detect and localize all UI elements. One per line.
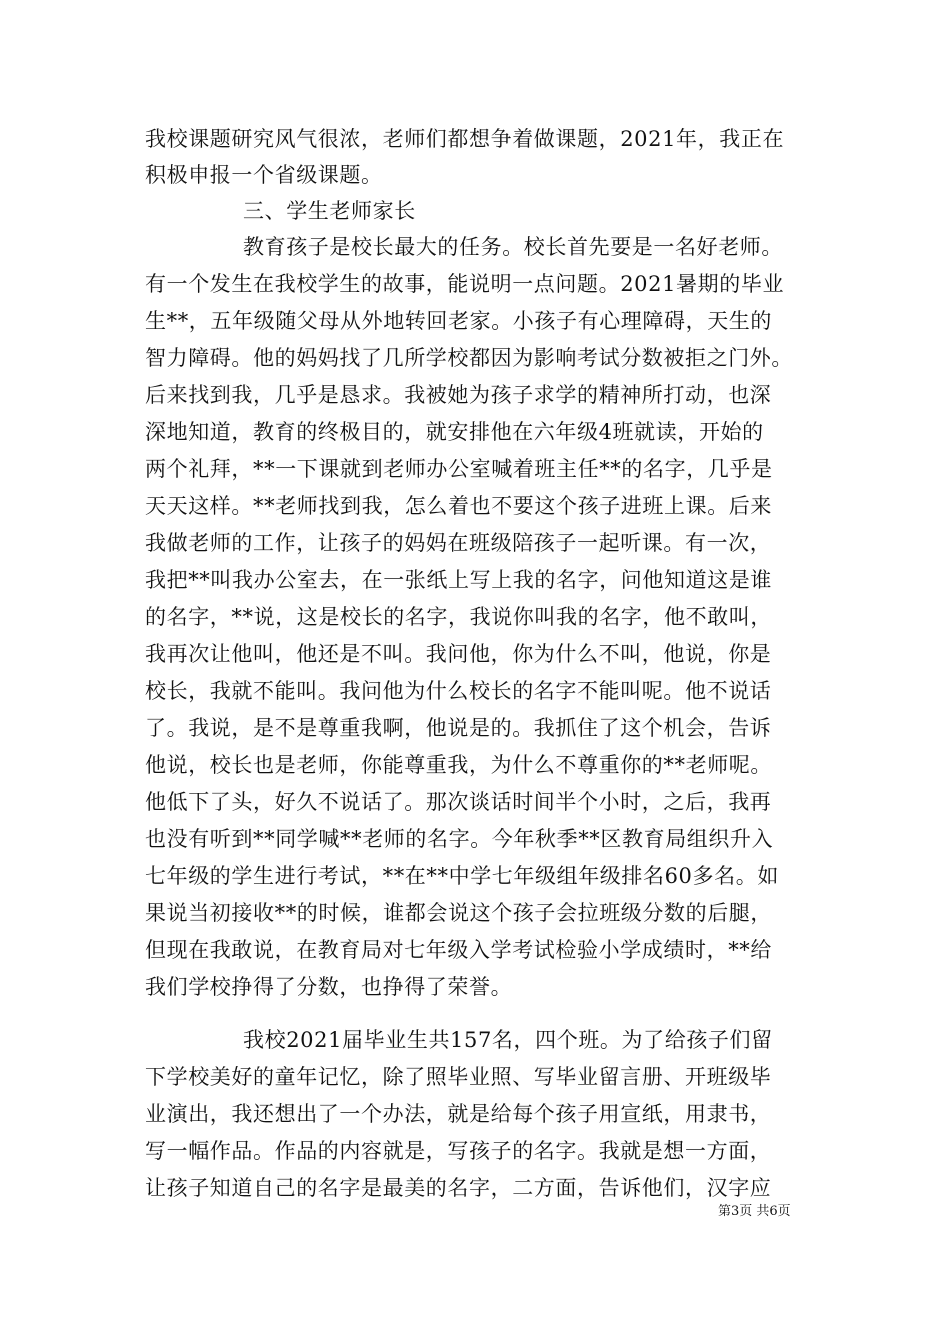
text-line: 我校课题研究风气很浓，老师们都想争着做课题，2021年，我正在 [145, 127, 785, 151]
text-line: 下学校美好的童年记忆，除了照毕业照、写毕业留言册、开班级毕 [145, 1065, 772, 1089]
text-line: 我们学校挣得了分数，也挣得了荣誉。 [145, 975, 513, 999]
text-line: 生**，五年级随父母从外地转回老家。小孩子有心理障碍，天生的 [145, 309, 772, 333]
text-line: 他低下了头，好久不说话了。那次谈话时间半个小时，之后，我再 [145, 790, 772, 814]
text-line: 深地知道，教育的终极目的，就安排他在六年级4班就读，开始的 [145, 420, 764, 444]
page-number: 第3页 共6页 [718, 1204, 791, 1219]
text-line: 也没有听到**同学喊**老师的名字。今年秋季**区教育局组织升入 [145, 827, 774, 851]
section-heading: 三、学生老师家长 [243, 199, 416, 223]
text-line: 的名字，**说，这是校长的名字，我说你叫我的名字，他不敢叫， [145, 605, 772, 629]
text-line: 天天这样。**老师找到我，怎么着也不要这个孩子进班上课。后来 [145, 494, 772, 518]
text-line: 校长，我就不能叫。我问他为什么校长的名字不能叫呢。他不说话 [145, 679, 772, 703]
text-line: 七年级的学生进行考试，**在**中学七年级组年级排名60多名。如 [145, 864, 779, 888]
paragraph-first-line: 我校2021届毕业生共157名，四个班。为了给孩子们留 [243, 1028, 773, 1052]
text-line: 写一幅作品。作品的内容就是，写孩子的名字。我就是想一方面， [145, 1139, 772, 1163]
text-line: 后来找到我，几乎是恳求。我被她为孩子求学的精神所打动，也深 [145, 383, 772, 407]
text-line: 我再次让他叫，他还是不叫。我问他，你为什么不叫，他说，你是 [145, 642, 772, 666]
text-line: 他说，校长也是老师，你能尊重我，为什么不尊重你的**老师呢。 [145, 753, 772, 777]
text-line: 但现在我敢说，在教育局对七年级入学考试检验小学成绩时，**给 [145, 938, 772, 962]
text-line: 有一个发生在我校学生的故事，能说明一点问题。2021暑期的毕业 [145, 272, 785, 296]
text-line: 智力障碍。他的妈妈找了几所学校都因为影响考试分数被拒之门外。 [145, 346, 793, 370]
paragraph-first-line: 教育孩子是校长最大的任务。校长首先要是一名好老师。 [243, 235, 783, 259]
text-line: 让孩子知道自己的名字是最美的名字，二方面，告诉他们，汉字应 [145, 1176, 772, 1200]
text-line: 果说当初接收**的时候，谁都会说这个孩子会拉班级分数的后腿， [145, 901, 772, 925]
text-line: 业演出，我还想出了一个办法，就是给每个孩子用宣纸，用隶书， [145, 1102, 772, 1126]
text-line: 两个礼拜，**一下课就到老师办公室喊着班主任**的名字，几乎是 [145, 457, 773, 481]
text-line: 我把**叫我办公室去，在一张纸上写上我的名字，问他知道这是谁 [145, 568, 772, 592]
text-line: 积极申报一个省级课题。 [145, 163, 383, 187]
text-line: 我做老师的工作，让孩子的妈妈在班级陪孩子一起听课。有一次， [145, 531, 772, 555]
text-line: 了。我说，是不是尊重我啊，他说是的。我抓住了这个机会，告诉 [145, 716, 772, 740]
